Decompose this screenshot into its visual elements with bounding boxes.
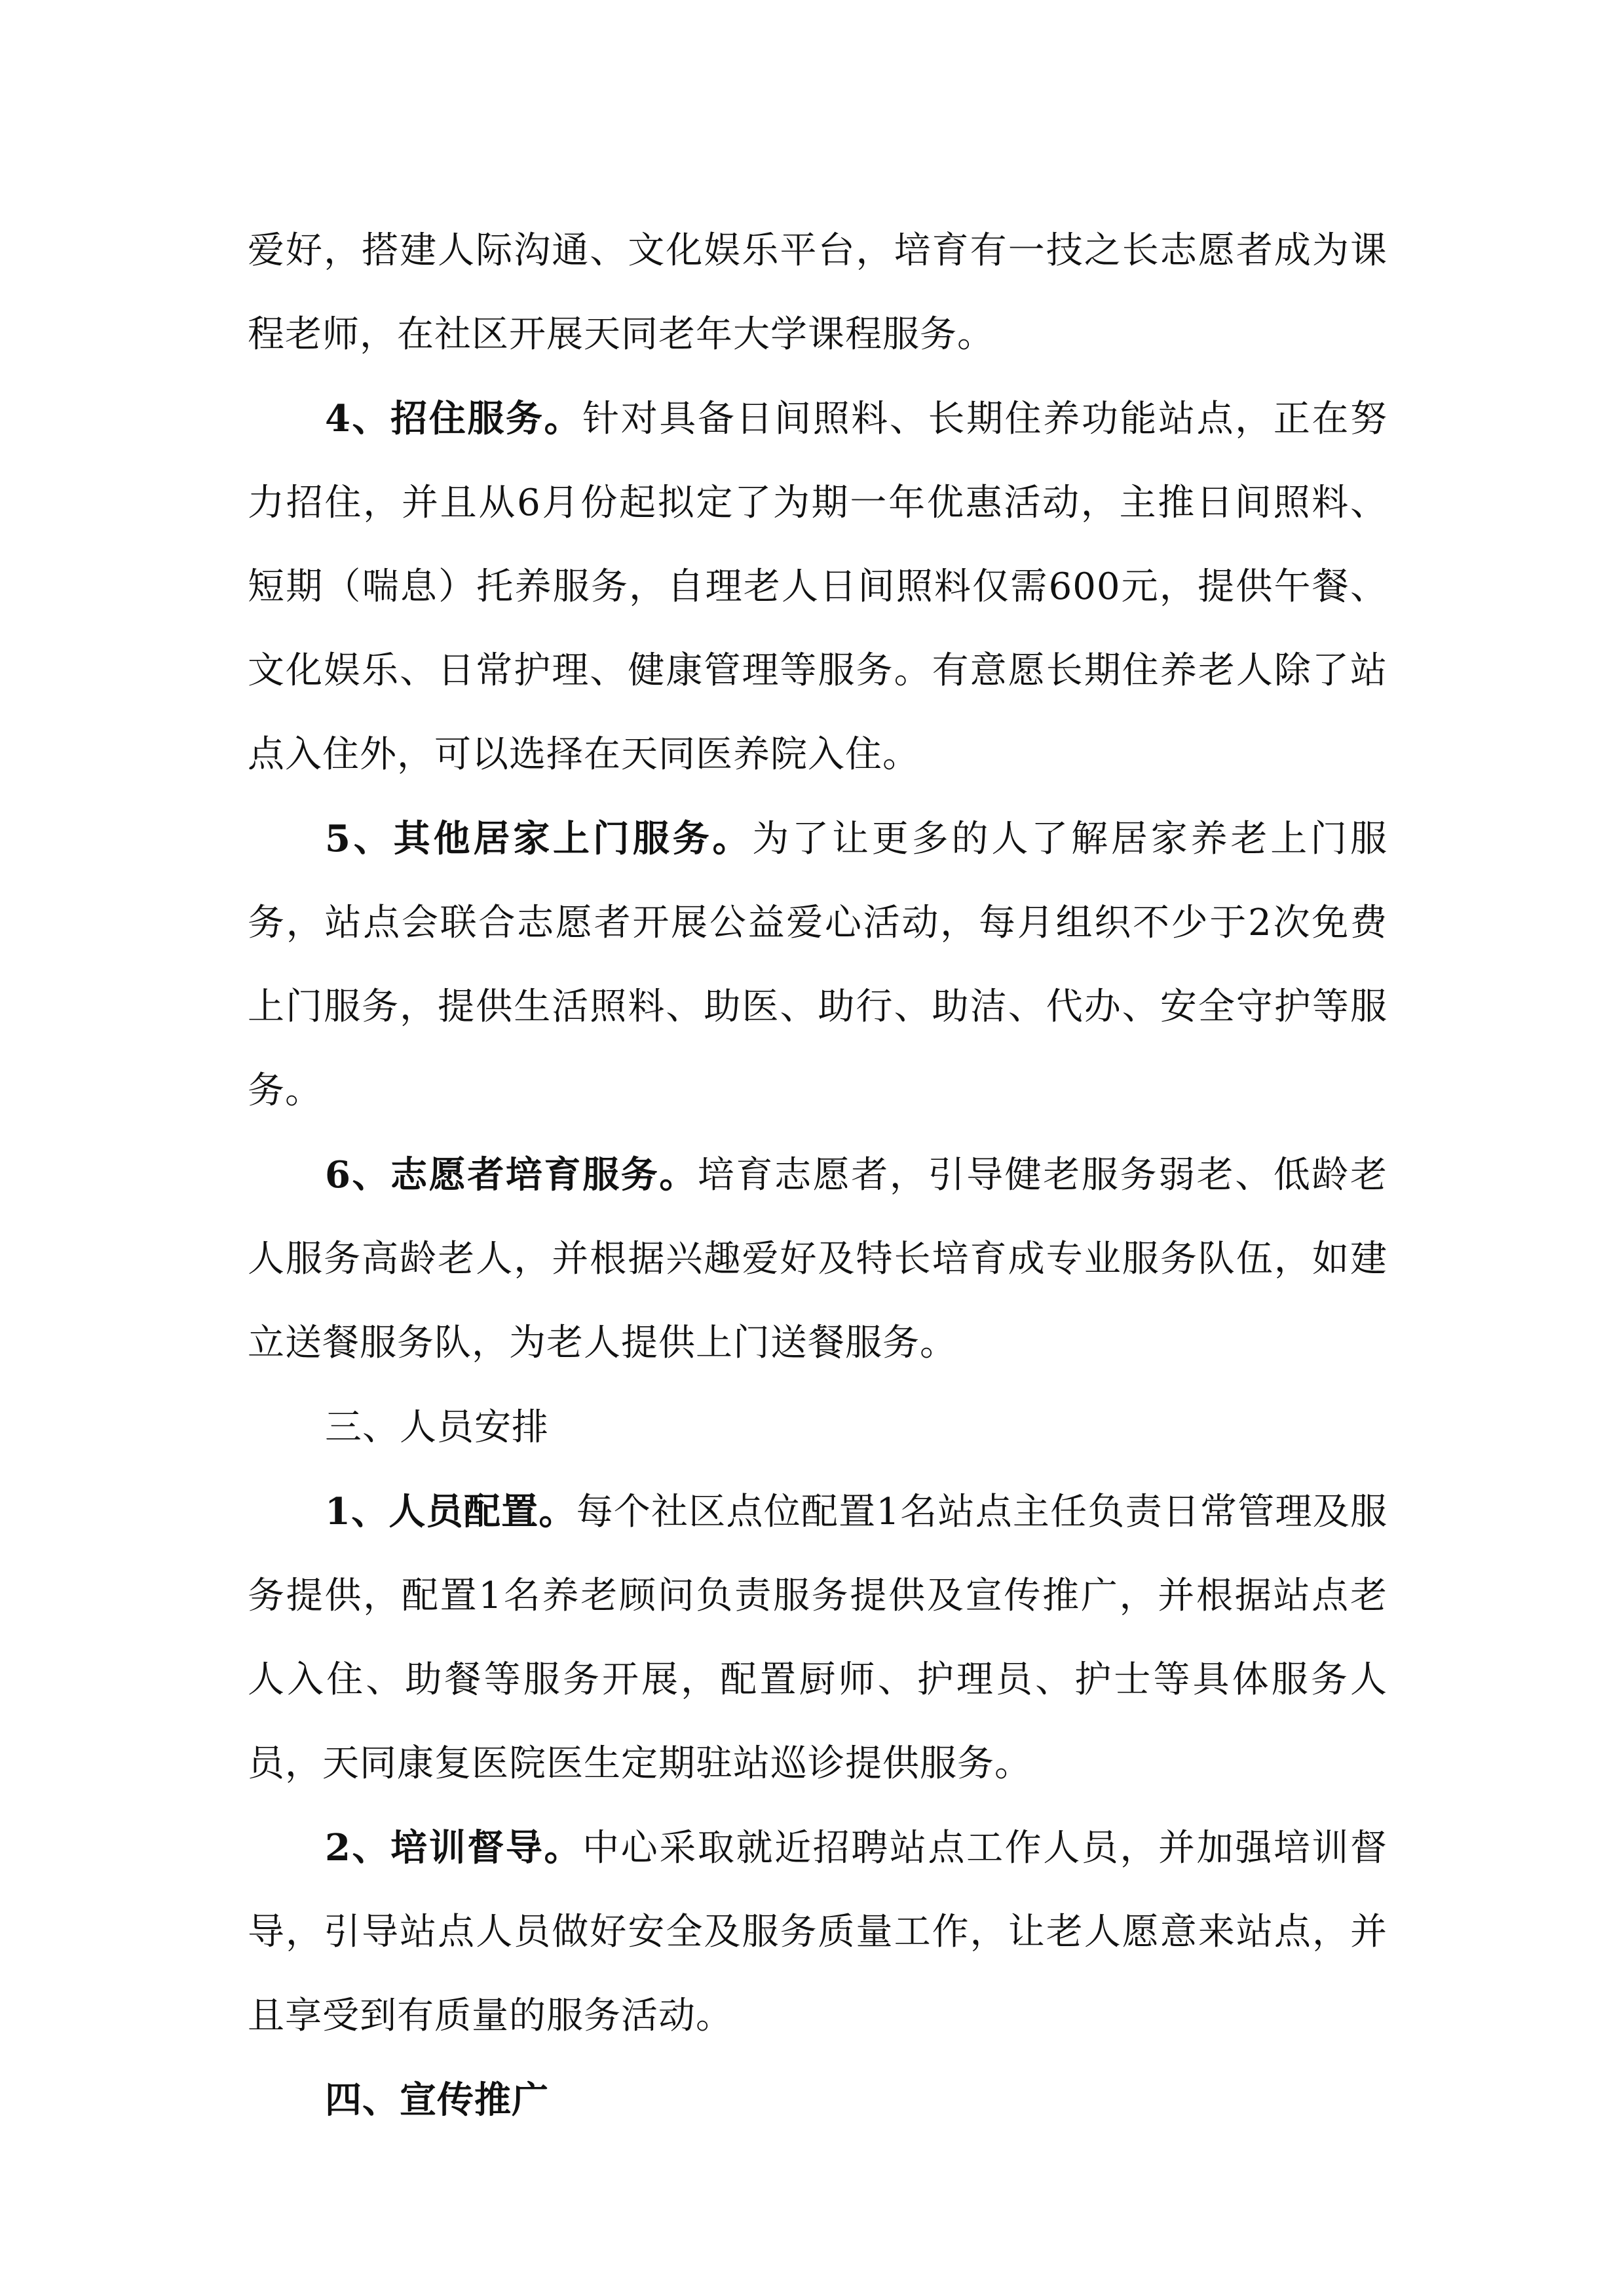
paragraph-4-text: 培育志愿者，引导健老服务弱老、低龄老人服务高龄老人，并根据兴趣爱好及特长培育成专业服务队伍，如建立送餐服务队，为老人提供上门送餐服务。 [248, 1154, 1388, 1364]
paragraph-7-text: 中心采取就近招聘站点工作人员，并加强培训督导，引导站点人员做好安全及服务质量工作，让老人愿意来站点，并且享受到有质量的服务活动。 [248, 1827, 1388, 2037]
paragraph-3-text: 为了让更多的人了解居家养老上门服务，站点会联合志愿者开展公益爱心活动，每月组织不少于2次免费上门服务，提供生活照料、助医、助行、助洁、代办、安全守护等服务。 [248, 818, 1388, 1112]
paragraph-6-heading: 1、人员配置。 [325, 1490, 576, 1533]
paragraph-3 [248, 797, 1388, 1133]
section-heading-3 [248, 1385, 1388, 1470]
section-heading-4 [248, 2058, 1388, 2143]
section-heading-4-bold: 四、宣传推广 [325, 2078, 549, 2122]
section-heading-3-text: 三、人员安排 [325, 1406, 549, 1449]
paragraph-1-text: 爱好，搭建人际沟通、文化娱乐平台，培育有一技之长志愿者成为课程老师，在社区开展天同老年大学课程服务。 [248, 229, 1388, 356]
paragraph-7-heading: 2、培训督导。 [325, 1826, 583, 1869]
paragraph-4-heading: 6、志愿者培育服务。 [325, 1153, 698, 1196]
paragraph-2-text: 针对具备日间照料、长期住养功能站点，正在努力招住，并且从6月份起拟定了为期一年优惠活动，主推日间照料、短期（喘息）托养服务，自理老人日间照料仅需600元，提供午餐、文化娱乐、日常护理、健康管理等服务。有意愿长期住养老人除了站点入住外，可以选择在天同医养院入住。 [248, 398, 1388, 776]
paragraph-2-heading: 4、招住服务。 [325, 397, 583, 440]
paragraph-3-heading: 5、其他居家上门服务。 [325, 817, 753, 860]
paragraph-1 [248, 208, 1388, 377]
paragraph-6-text: 每个社区点位配置1名站点主任负责日常管理及服务提供，配置1名养老顾问负责服务提供及宣传推广，并根据站点老人入住、助餐等服务开展，配置厨师、护理员、护士等具体服务人员，天同康复医院医生定期驻站巡诊提供服务。 [248, 1491, 1388, 1785]
document-body [248, 208, 1388, 2143]
paragraph-6 [248, 1470, 1388, 1806]
paragraph-7 [248, 1806, 1388, 2058]
paragraph-4 [248, 1133, 1388, 1385]
paragraph-2 [248, 377, 1388, 797]
